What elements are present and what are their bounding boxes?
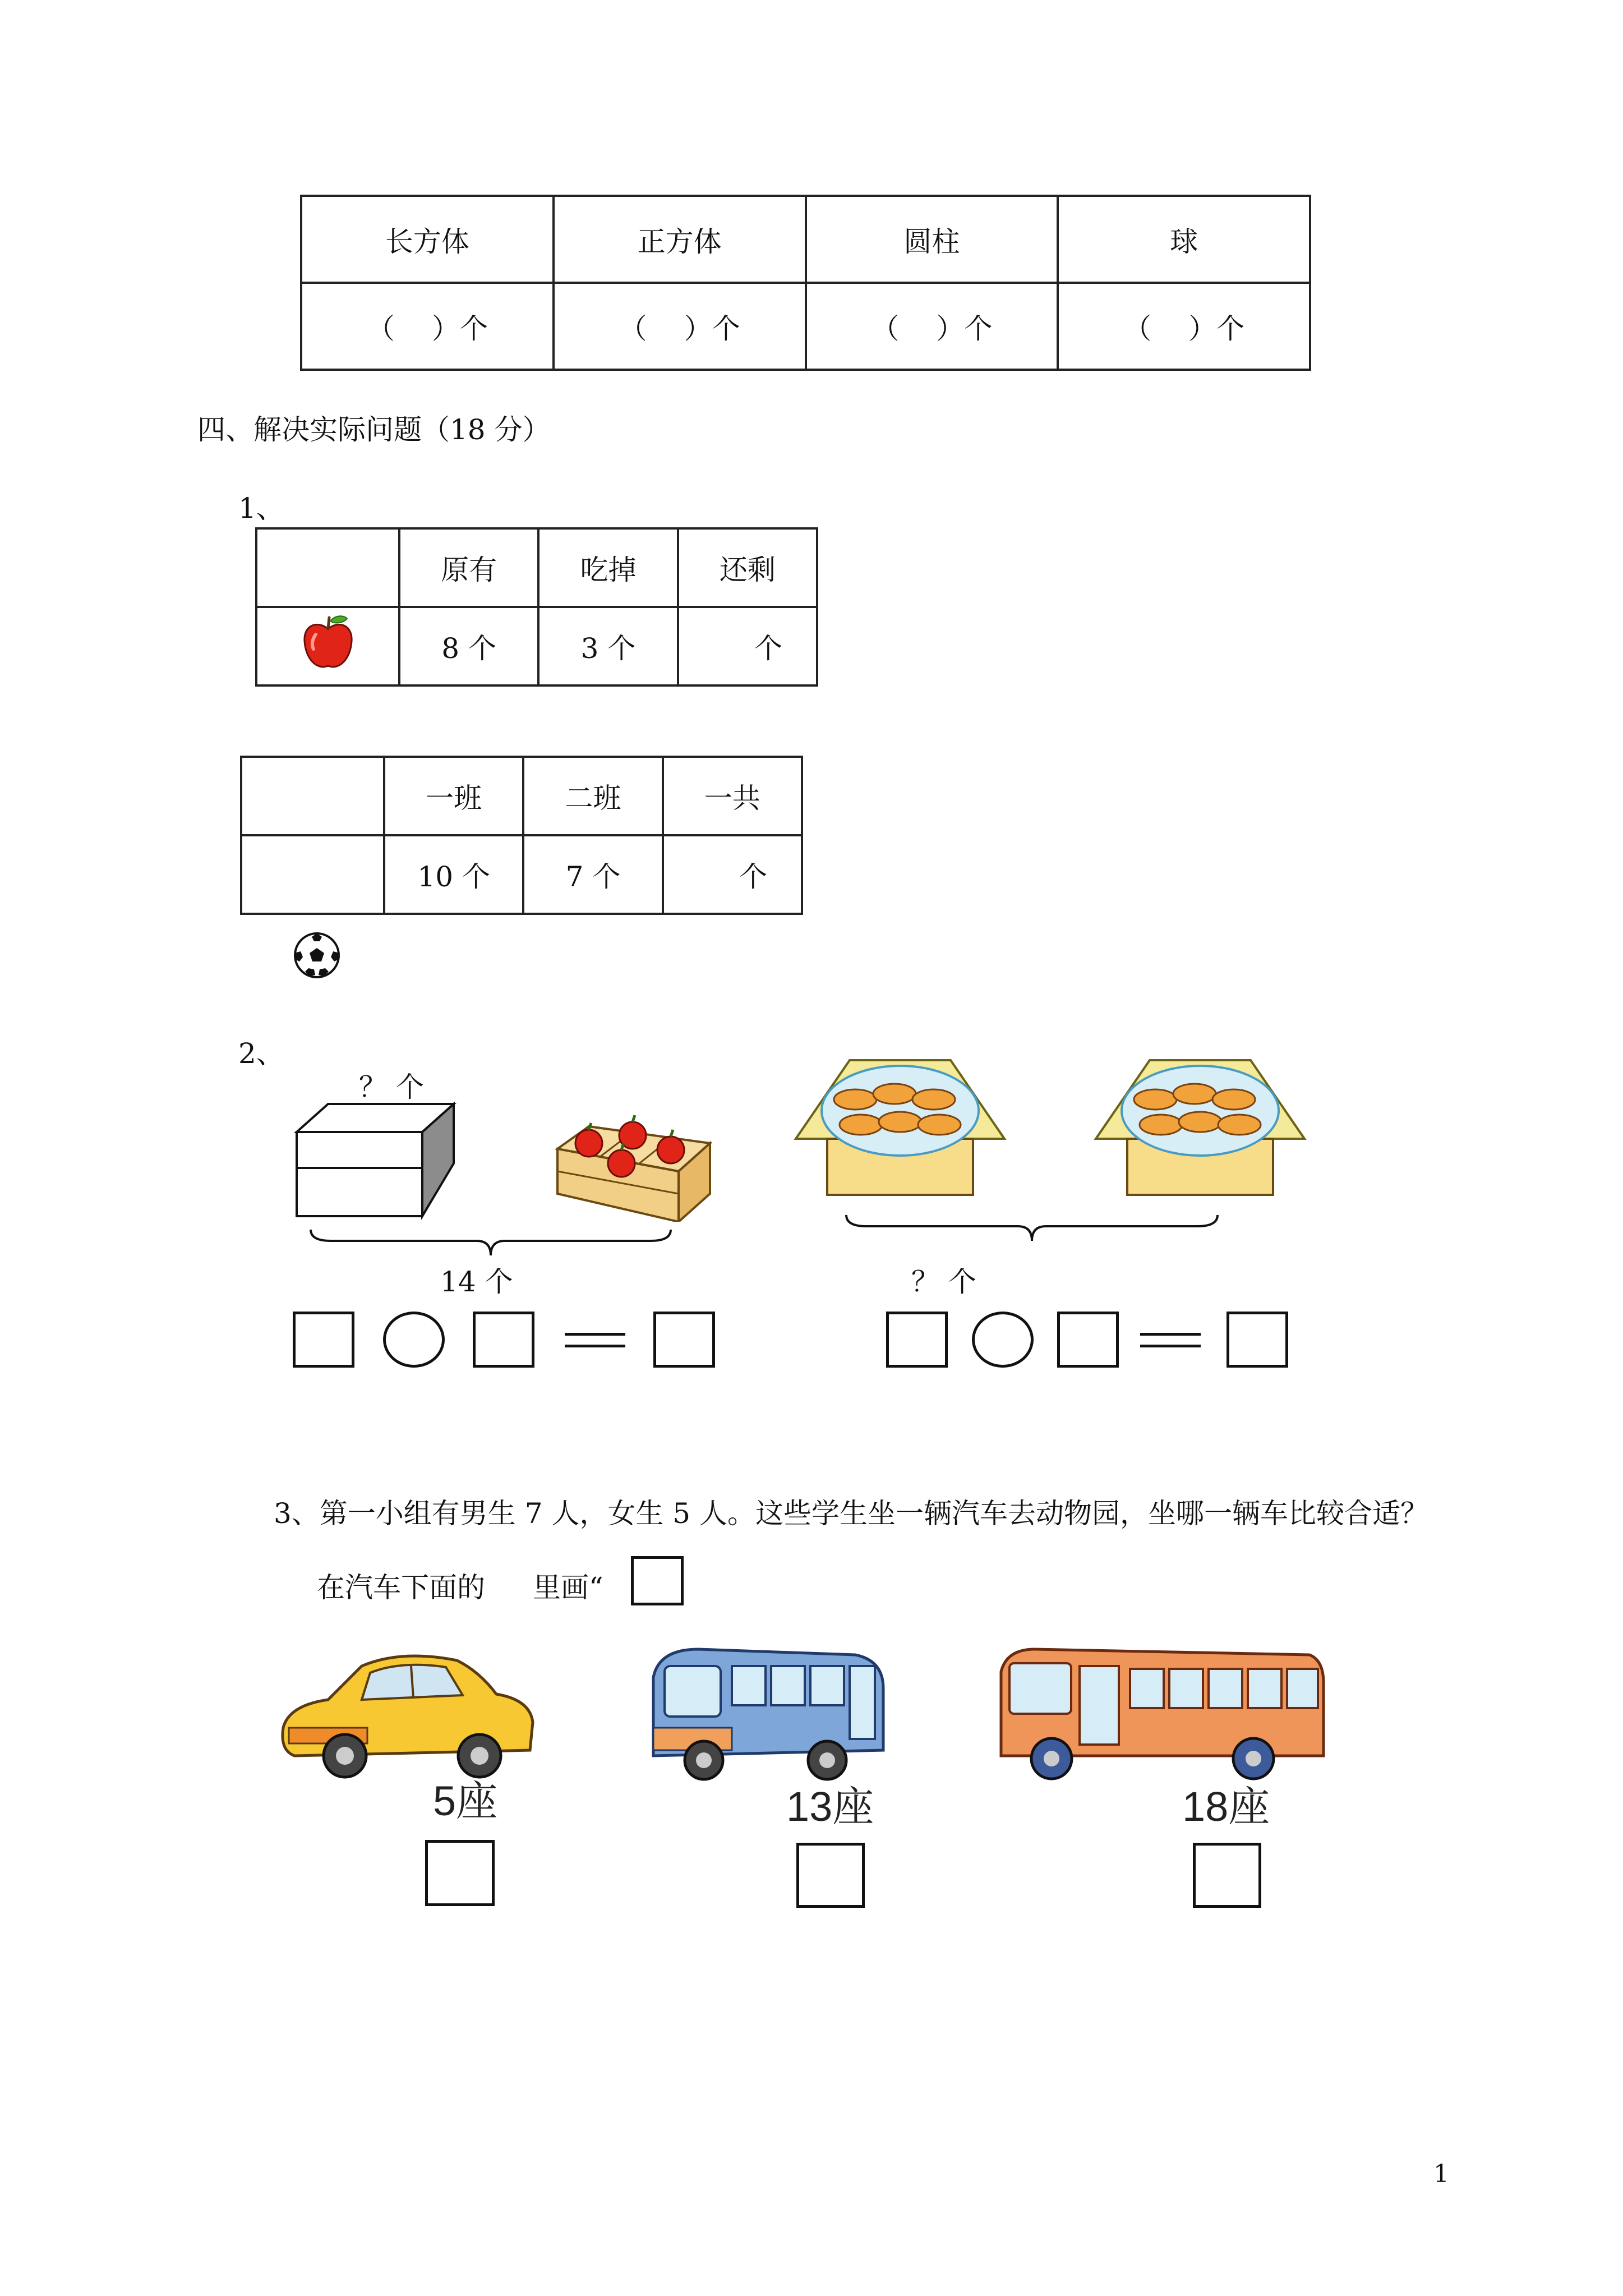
header-class-1: 一班 (384, 757, 523, 835)
box-icon (294, 1101, 457, 1220)
ball-table-corner (241, 757, 384, 835)
header-remaining: 还剩 (678, 528, 817, 607)
q3-instruction-a: 在汽车下面的 (317, 1571, 485, 1604)
left-operand-2-box[interactable] (473, 1312, 534, 1368)
answer-cube[interactable]: （ ）个 (554, 283, 806, 370)
header-cylinder: 圆柱 (806, 196, 1058, 283)
header-cube: 正方体 (554, 196, 806, 283)
bread-box-1-icon (794, 1055, 1007, 1200)
car-icon (278, 1644, 536, 1789)
left-operand-1-box[interactable] (293, 1312, 354, 1368)
apple-crate-icon (555, 1110, 712, 1222)
orange-bus-seat-label: 18座 (1182, 1783, 1270, 1830)
ball-table (240, 756, 803, 915)
question-2-label: 2、 (238, 1037, 284, 1070)
header-original: 原有 (399, 528, 538, 607)
orange-bus-answer-box[interactable] (1193, 1843, 1261, 1908)
left-operator-circle[interactable] (383, 1312, 445, 1368)
apple-icon (300, 612, 356, 674)
header-sphere: 球 (1058, 196, 1310, 283)
apple-cell (256, 607, 399, 685)
total-value[interactable]: 个 (663, 835, 802, 914)
blue-bus-seat-label: 13座 (786, 1783, 874, 1830)
header-class-2: 二班 (523, 757, 662, 835)
bread-box-2-icon (1094, 1055, 1307, 1200)
right-operator-circle[interactable] (972, 1312, 1034, 1368)
remaining-value[interactable]: 个 (678, 607, 817, 685)
header-cuboid: 长方体 (301, 196, 554, 283)
answer-cuboid[interactable]: （ ）个 (301, 283, 554, 370)
right-equals-sign (1140, 1333, 1201, 1347)
left-question-count: ？ 个 (359, 1071, 424, 1103)
eaten-value: 3 个 (538, 607, 677, 685)
car-answer-box[interactable] (425, 1840, 495, 1906)
right-brace-icon (844, 1213, 1220, 1246)
right-operand-2-box[interactable] (1057, 1312, 1119, 1368)
answer-sphere[interactable]: （ ）个 (1058, 283, 1310, 370)
section-title: 四、解决实际问题（18 分） (197, 413, 551, 446)
left-equals-sign (565, 1333, 625, 1347)
question-1-label: 1、 (238, 492, 284, 524)
q3-instruction-b: 里画“ (533, 1571, 603, 1604)
blue-bus-answer-box[interactable] (796, 1843, 865, 1908)
instruction-box-icon (631, 1556, 684, 1605)
class-1-value: 10 个 (384, 835, 523, 914)
ball-table-blank (241, 835, 384, 914)
orange-bus-icon (995, 1644, 1326, 1784)
left-total-label: 14 个 (440, 1266, 513, 1298)
header-eaten: 吃掉 (538, 528, 677, 607)
question-3-text: 3、第一小组有男生 7 人，女生 5 人。这些学生坐一辆汽车去动物园，坐哪一辆车比较合适？ (274, 1497, 1429, 1530)
header-total: 一共 (663, 757, 802, 835)
left-brace-icon (308, 1227, 673, 1261)
apple-table-corner (256, 528, 399, 607)
left-result-box[interactable] (653, 1312, 715, 1368)
answer-cylinder[interactable]: （ ）个 (806, 283, 1058, 370)
apple-table (255, 527, 818, 687)
soccer-ball-icon (293, 931, 341, 979)
class-2-value: 7 个 (523, 835, 662, 914)
car-seat-label: 5座 (433, 1778, 498, 1824)
right-operand-1-box[interactable] (886, 1312, 948, 1368)
original-value: 8 个 (399, 607, 538, 685)
shapes-table (300, 195, 1311, 371)
right-result-box[interactable] (1227, 1312, 1288, 1368)
page-number: 1 (1433, 2160, 1449, 2188)
right-question-count: ？ 个 (911, 1266, 976, 1298)
blue-bus-icon (642, 1644, 895, 1784)
